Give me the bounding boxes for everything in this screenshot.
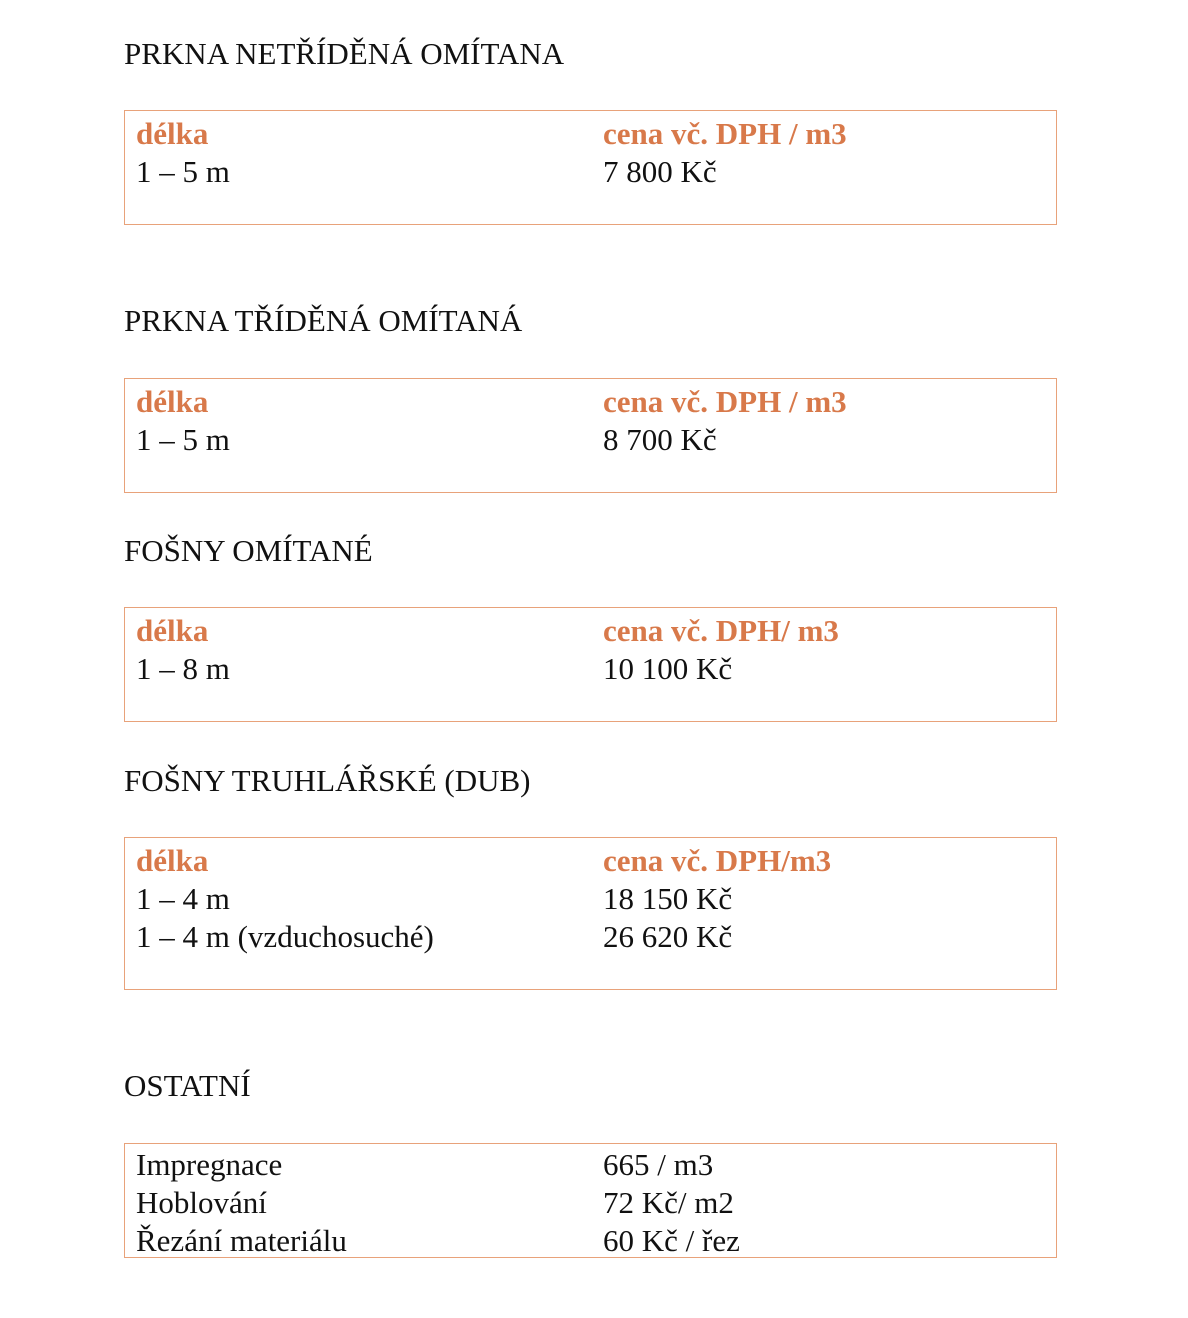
price-table-prkna-tridena	[124, 378, 1057, 493]
service-name: Řezání materiálu	[136, 1223, 347, 1258]
section-title-ostatni: OSTATNÍ	[124, 1068, 251, 1103]
price-value: 26 620 Kč	[603, 919, 733, 954]
length-value: 1 – 4 m	[136, 881, 230, 916]
service-column	[136, 1146, 347, 1260]
price-value: 7 800 Kč	[603, 154, 717, 189]
length-column	[136, 612, 230, 688]
price-header: cena vč. DPH/ m3	[603, 613, 839, 648]
service-price: 665 / m3	[603, 1147, 714, 1182]
length-column	[136, 115, 230, 191]
length-header: délka	[136, 384, 209, 419]
length-header: délka	[136, 843, 209, 878]
section-title-prkna-tridena: PRKNA TŘÍDĚNÁ OMÍTANÁ	[124, 303, 523, 338]
service-name: Hoblování	[136, 1185, 267, 1220]
length-value: 1 – 5 m	[136, 422, 230, 457]
price-table-prkna-netridena	[124, 110, 1057, 225]
service-name: Impregnace	[136, 1147, 283, 1182]
price-column	[603, 612, 839, 688]
length-column	[136, 842, 434, 956]
price-header: cena vč. DPH / m3	[603, 384, 847, 419]
price-column	[603, 842, 831, 956]
section-title-fosny-omitane: FOŠNY OMÍTANÉ	[124, 533, 373, 568]
price-header: cena vč. DPH/m3	[603, 843, 832, 878]
length-value: 1 – 5 m	[136, 154, 230, 189]
price-column	[603, 115, 847, 191]
price-table-fosny-truhlarske	[124, 837, 1057, 990]
price-table-fosny-omitane	[124, 607, 1057, 722]
price-value: 18 150 Kč	[603, 881, 733, 916]
length-header: délka	[136, 613, 209, 648]
section-title-fosny-truhlarske: FOŠNY TRUHLÁŘSKÉ (DUB)	[124, 763, 531, 798]
length-column	[136, 383, 230, 459]
length-value: 1 – 4 m (vzduchosuché)	[136, 919, 434, 954]
service-price: 60 Kč / řez	[603, 1223, 740, 1258]
service-price: 72 Kč/ m2	[603, 1185, 734, 1220]
price-table-ostatni	[124, 1143, 1057, 1258]
section-title-prkna-netridena: PRKNA NETŘÍDĚNÁ OMÍTANA	[124, 36, 565, 71]
length-header: délka	[136, 116, 209, 151]
length-value: 1 – 8 m	[136, 651, 230, 686]
price-header: cena vč. DPH / m3	[603, 116, 847, 151]
price-value: 8 700 Kč	[603, 422, 717, 457]
price-column	[603, 383, 847, 459]
price-value: 10 100 Kč	[603, 651, 733, 686]
service-price-column	[603, 1146, 740, 1260]
